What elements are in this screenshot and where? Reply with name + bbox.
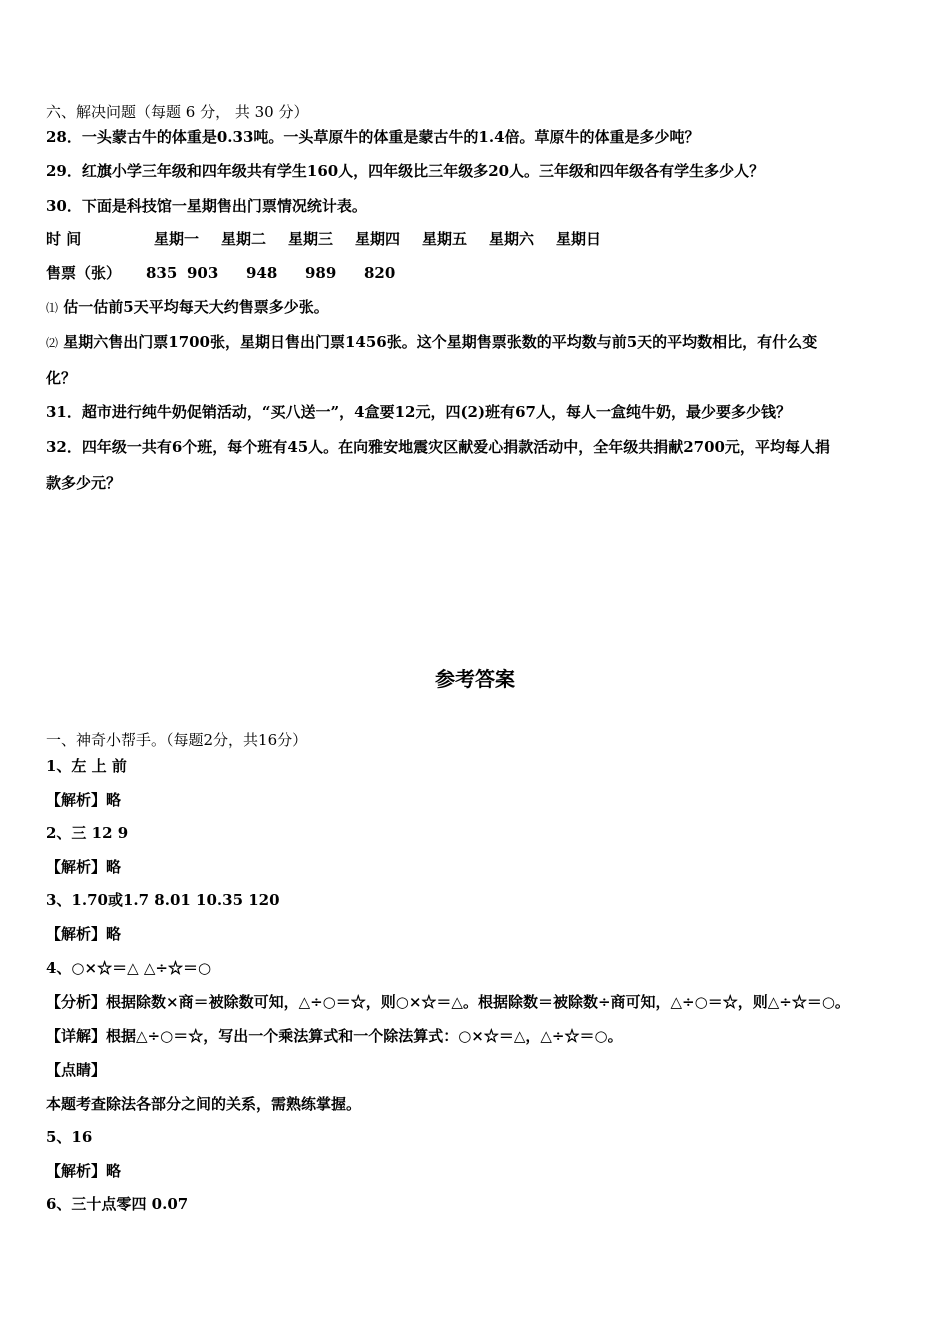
answer-4: 4、○×☆＝△ △÷☆＝○: [46, 959, 212, 977]
table-day: 星期二: [221, 230, 267, 248]
answer-2: 2、三 12 9: [46, 824, 129, 842]
question-31: 31．超市进行纯牛奶促销活动，“买八送一”，4盒要12元，四(2)班有67人，每人一盒纯牛奶，最少要多少钱？: [46, 403, 791, 421]
answer-2-note: 【解析】略: [46, 858, 122, 876]
answer-4-point-label: 【点睛】: [46, 1061, 107, 1079]
answer-6: 6、三十点零四 0.07: [46, 1195, 189, 1213]
table-day: 星期日: [556, 230, 602, 248]
question-32: 32．四年级一共有6个班，每个班有45人。在向雅安地震灾区献爱心捐款活动中，全年级共捐献2700元，平均每人捐: [46, 438, 830, 456]
answer-4-point: 本题考查除法各部分之间的关系，需熟练掌握。: [46, 1095, 362, 1113]
table-value: 820: [364, 264, 396, 282]
question-29: 29．红旗小学三年级和四年级共有学生160人，四年级比三年级多20人。三年级和四年级各有学生多少人？: [46, 162, 765, 180]
ticket-table-header-row: [46, 229, 746, 249]
part-marker: ⑴: [46, 301, 59, 315]
answers-section-heading: 一、神奇小帮手。（每题2分，共16分）: [46, 731, 308, 749]
answer-5-note: 【解析】略: [46, 1162, 122, 1180]
question-30: 30．下面是科技馆一星期售出门票情况统计表。: [46, 197, 367, 215]
part-text: 星期六售出门票1700张，星期日售出门票1456张。这个星期售票张数的平均数与前5天的平均数相比，有什么变: [63, 333, 818, 351]
table-day: 星期三: [288, 230, 334, 248]
answer-3-note: 【解析】略: [46, 925, 122, 943]
answer-1: 1、左 上 前: [46, 757, 127, 775]
table-header-label: 时 间: [46, 230, 82, 248]
question-30-part-1: [46, 297, 329, 318]
part-text: 估一估前5天平均每天大约售票多少张。: [63, 298, 329, 316]
table-value: 835: [146, 264, 178, 282]
question-30-part-2-cont: 化？: [46, 369, 77, 387]
answer-1-note: 【解析】略: [46, 791, 122, 809]
table-value: 903: [187, 264, 219, 282]
answers-title: 参考答案: [435, 667, 515, 691]
table-day: 星期四: [355, 230, 401, 248]
table-day: 星期五: [422, 230, 468, 248]
answer-5: 5、16: [46, 1128, 93, 1146]
question-30-part-2: [46, 332, 817, 353]
section-heading: 六、解决问题（每题 6 分， 共 30 分）: [46, 103, 309, 121]
question-28: 28．一头蒙古牛的体重是0.33吨。一头草原牛的体重是蒙古牛的1.4倍。草原牛的体重是多少吨？: [46, 128, 700, 146]
part-marker: ⑵: [46, 336, 59, 350]
table-day: 星期六: [489, 230, 535, 248]
answer-4-analysis: 【分析】根据除数×商＝被除数可知，△÷○＝☆，则○×☆＝△。根据除数＝被除数÷商可知，△÷○＝☆，则△÷☆＝○。: [46, 993, 850, 1011]
table-day: 星期一: [154, 230, 200, 248]
table-value: 948: [246, 264, 278, 282]
answer-3: 3、1.70或1.7 8.01 10.35 120: [46, 891, 280, 909]
ticket-table-value-row: [46, 263, 746, 283]
table-value: 989: [305, 264, 337, 282]
question-32-cont: 款多少元？: [46, 474, 122, 492]
answer-4-detail: 【详解】根据△÷○＝☆，写出一个乘法算式和一个除法算式：○×☆＝△，△÷☆＝○。: [46, 1027, 623, 1045]
table-row-label: 售票（张）: [46, 264, 122, 282]
